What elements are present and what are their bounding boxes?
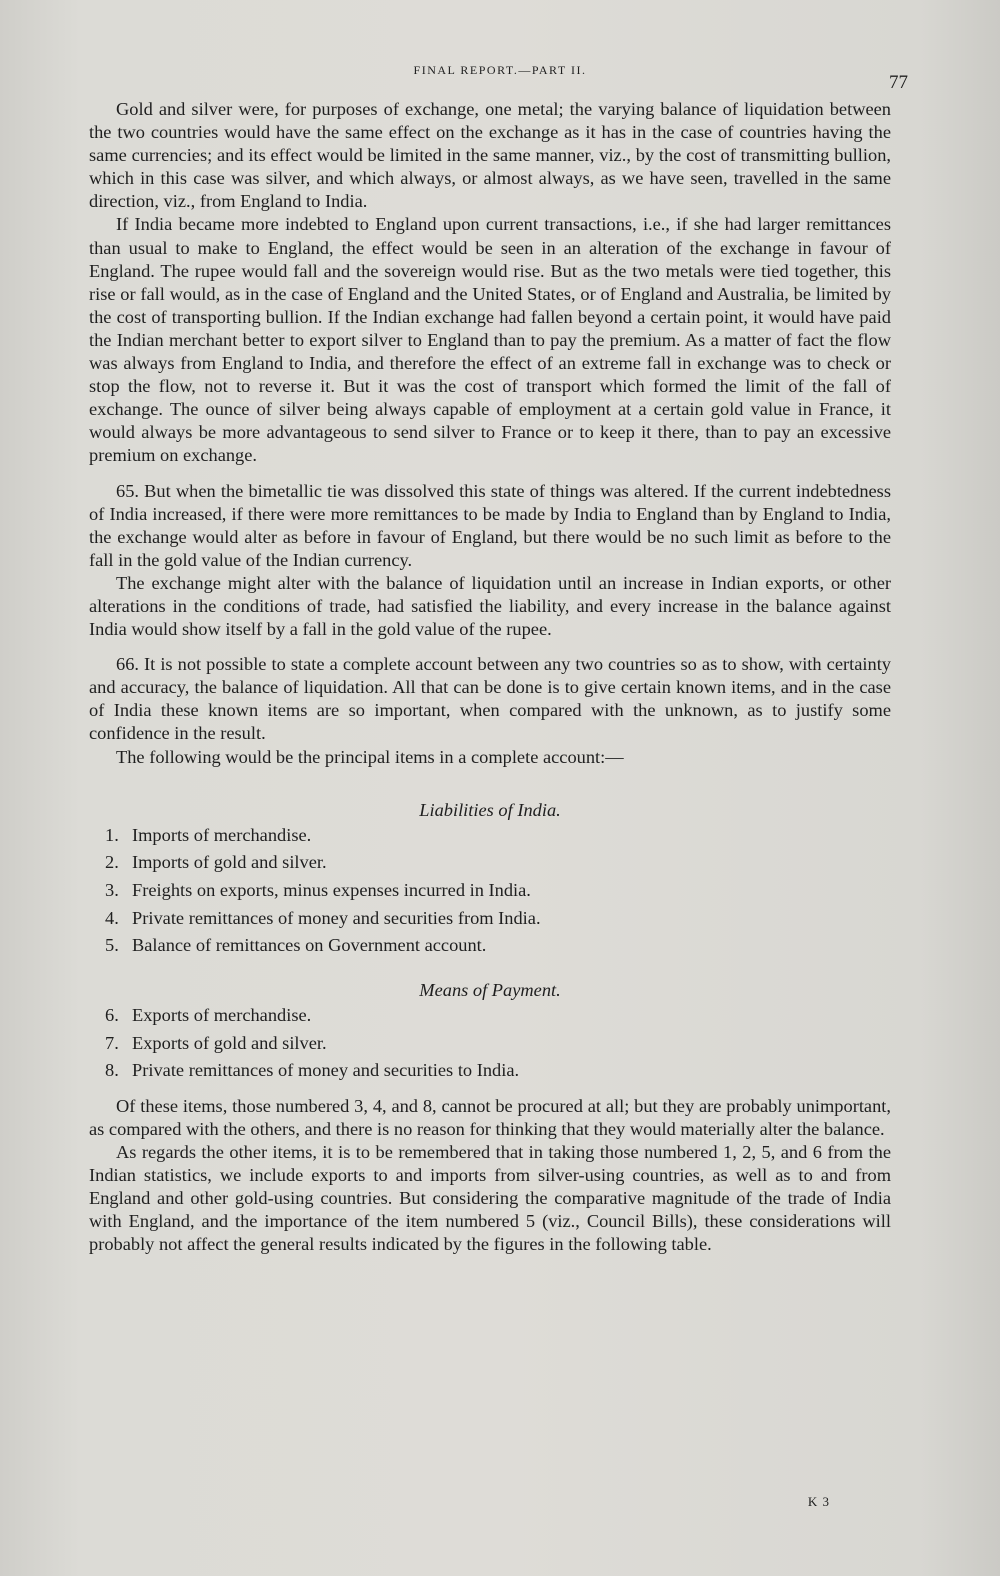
list-item: 7. Exports of gold and silver. [105,1032,327,1053]
list-item: 1. Imports of merchandise. [105,824,312,845]
liabilities-list [89,824,891,957]
list-item: 2. Imports of gold and silver. [105,852,327,873]
paragraph-section-65: 65. But when the bimetallic tie was dissolved this state of things was altered. If the current indebtedness of India increased, if there were more remittances to be made by India to England than by England to India, the exchange would alter as before in favour of England, but there would be no such limit as before to the fall in the gold value of the Indian currency. [89,480,891,570]
means-heading: Means of Payment. [419,980,561,1001]
paragraph: The exchange might alter with the balance of liquidation until an increase in Indian exports, or other alterations in the conditions of trade, had satisfied the liability, and every increase in the balance against India would show itself by a fall in the gold value of the rupee. [89,572,891,640]
body-text [89,98,891,1256]
signature-mark: K 3 [807,1494,830,1509]
paragraph-section-66: 66. It is not possible to state a complete account between any two countries so as to show, with certainty and accuracy, the balance of liquidation. All that can be done is to give certain known items, and in the case of India these known items are so important, when compared with the unknown, as to justify some confidence in the result. [89,654,891,744]
paragraph: If India became more indebted to England upon current transactions, i.e., if she had larger remittances than usual to make to England, the effect would be seen in an alteration of the exchange in favour of England. The rupee would fall and the sovereign would rise. But as the two metals were tied together, this rise or fall would, as in the case of England and the United States, or of England and Australia, be limited by the cost of transporting bullion. If the Indian exchange had fallen beyond a certain point, it would have paid the Indian merchant better to export silver to England than to pay the premium. As a matter of fact the flow was always from England to India, and therefore the effect of an extreme fall in exchange was to check or stop the flow, not to reverse it. But it was the cost of transport which formed the limit of the fall of exchange. The ounce of silver being always capable of employment at a certain gold value in France, it would always be more advantageous to send silver to France or to keep it there, than to pay an excessive premium on exchange. [89,214,891,466]
list-item: 4. Private remittances of money and securities from India. [105,907,541,928]
running-header: FINAL REPORT.—PART II. [413,63,587,77]
paragraph: Gold and silver were, for purposes of exchange, one metal; the varying balance of liquidation between the two countries would have the same effect on the exchange as it has in the case of countries having the same currencies; and its effect would be limited in the same manner, viz., by the cost of transmitting bullion, which in this case was silver, and which always, or almost always, as we have seen, travelled in the same direction, viz., from England to India. [89,99,891,212]
list-item: 5. Balance of remittances on Government account. [105,935,487,956]
list-item: 3. Freights on exports, minus expenses incurred in India. [105,879,531,900]
list-item: 8. Private remittances of money and securities to India. [105,1060,520,1081]
paragraph: The following would be the principal items in a complete account:— [116,746,624,767]
means-list [89,1004,891,1082]
paragraph: Of these items, those numbered 3, 4, and 8, cannot be procured at all; but they are probably unimportant, as compared with the others, and there is no reason for thinking that they would materially alter the balance. [89,1095,891,1139]
paragraph: As regards the other items, it is to be remembered that in taking those numbered 1, 2, 5, and 6 from the Indian statistics, we include exports to and imports from silver-using countries, as well as to and from England and other gold-using countries. But considering the comparative magnitude of the trade of India with England, and the importance of the item numbered 5 (viz., Council Bills), these considerations will probably not affect the general results indicated by the figures in the following table. [89,1141,891,1255]
page-number: 77 [889,72,908,93]
liabilities-heading: Liabilities of India. [419,799,561,820]
list-item: 6. Exports of merchandise. [105,1005,312,1026]
